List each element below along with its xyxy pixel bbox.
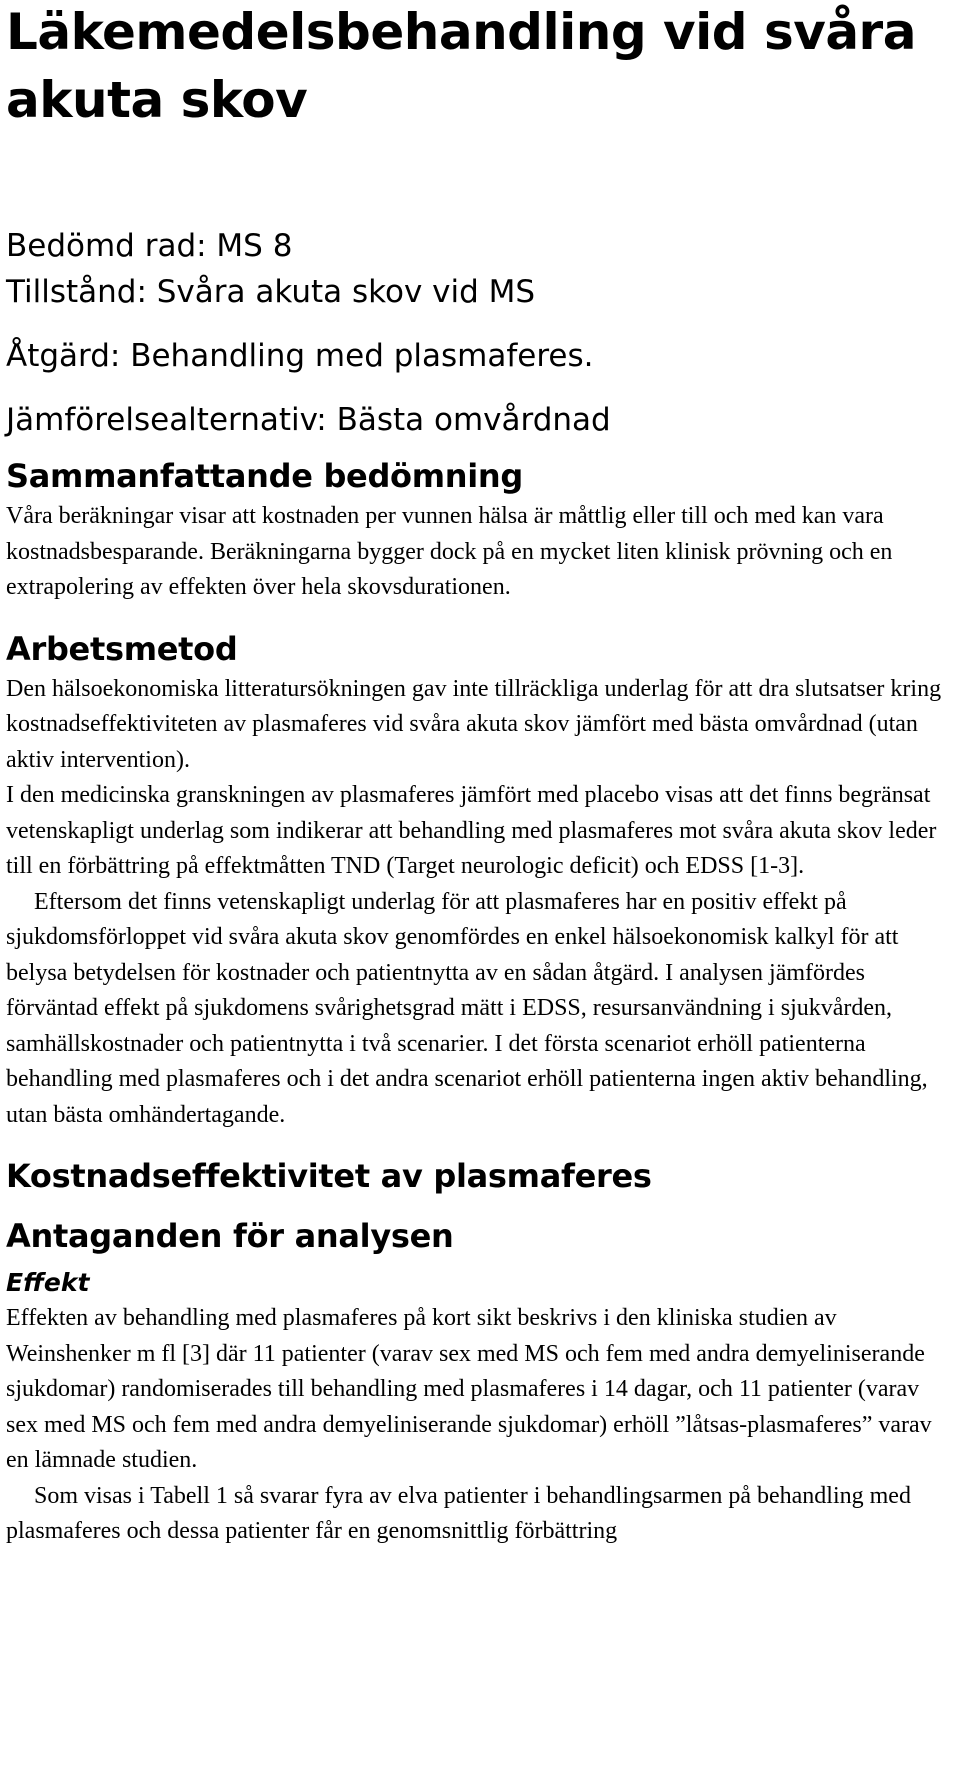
paragraph-arbetsmetod-2: I den medicinska granskningen av plasmaferes jämfört med placebo visas att det finns begränsat vetenskapligt underlag som indikerar att behandling med plasmaferes mot svåra akuta skov leder till en förbättring på effektmåtten TND (Target neurologic deficit) och EDSS [1-3]. — [6, 782, 937, 879]
heading-antaganden: Antaganden för analysen — [6, 1217, 454, 1255]
paragraph-arbetsmetod-3: Eftersom det finns vetenskapligt underlag för att plasmaferes har en positiv effekt på sjukdomsförloppet vid svåra akuta skov genomfördes en enkel hälsoekonomisk kalkyl för att belysa betydelsen för kostnader och patientnytta av en sådan åtgärd. I analysen jämfördes förväntad effekt på sjukdomens svårighetsgrad mätt i EDSS, resursanvändning i sjukvården, samhällskostnader och patientnytta i två scenarier. I det första scenariot erhöll patienterna behandling med plasmaferes och i det andra scenariot erhöll patienterna ingen aktiv behandling, utan bästa omhändertagande. — [6, 888, 928, 1128]
heading-arbetsmetod: Arbetsmetod — [6, 629, 238, 668]
paragraph-sammanfattning: Våra beräkningar visar att kostnaden per vunnen hälsa är måttlig eller till och med kan vara kostnadsbesparande. Beräkningarna bygger dock på en mycket liten klinisk prövning och en extrapolering av effekten över hela skovsdurationen. — [6, 503, 893, 600]
paragraph-effekt-1: Effekten av behandling med plasmaferes på kort sikt beskrivs i den kliniska studien av Weinshenker m fl [3] där 11 patienter (varav sex med MS och fem med andra demyeliniserande sjukdomar) randomiserades till behandling med plasmaferes i 14 dagar, och 11 patienter (varav sex med MS och fem med andra demyeliniserande sjukdomar) erhöll ”låtsas-plasmaferes” varav en lämnade studien. — [6, 1305, 932, 1473]
meta-tillstand: Tillstånd: Svåra akuta skov vid MS — [6, 274, 536, 310]
meta-atgard: Åtgärd: Behandling med plasmaferes. — [6, 338, 594, 374]
paragraph-arbetsmetod-1: Den hälsoekonomiska litteratursökningen gav inte tillräckliga underlag för att dra slutsatser kring kostnadseffektiviteten av plasmaferes vid svåra akuta skov jämfört med bästa omvårdnad (utan aktiv intervention). — [6, 675, 942, 773]
assessment-meta — [6, 223, 954, 443]
heading-sammanfattning: Sammanfattande bedömning — [6, 457, 524, 495]
meta-jamforelse: Jämförelsealternativ: Bästa omvårdnad — [6, 402, 611, 438]
meta-rad: Bedömd rad: MS 8 — [6, 228, 293, 264]
subheading-effekt: Effekt — [6, 1268, 90, 1297]
heading-kostnadseffektivitet: Kostnadseffektivitet av plasmaferes — [6, 1157, 652, 1195]
page-title: Läkemedelsbehandling vid svåra akuta skov — [6, 3, 916, 129]
paragraph-effekt-2: Som visas i Tabell 1 så svarar fyra av elva patienter i behandlingsarmen på behandling med plasmaferes och dessa patienter får en genomsnittlig förbättring — [6, 1482, 911, 1544]
